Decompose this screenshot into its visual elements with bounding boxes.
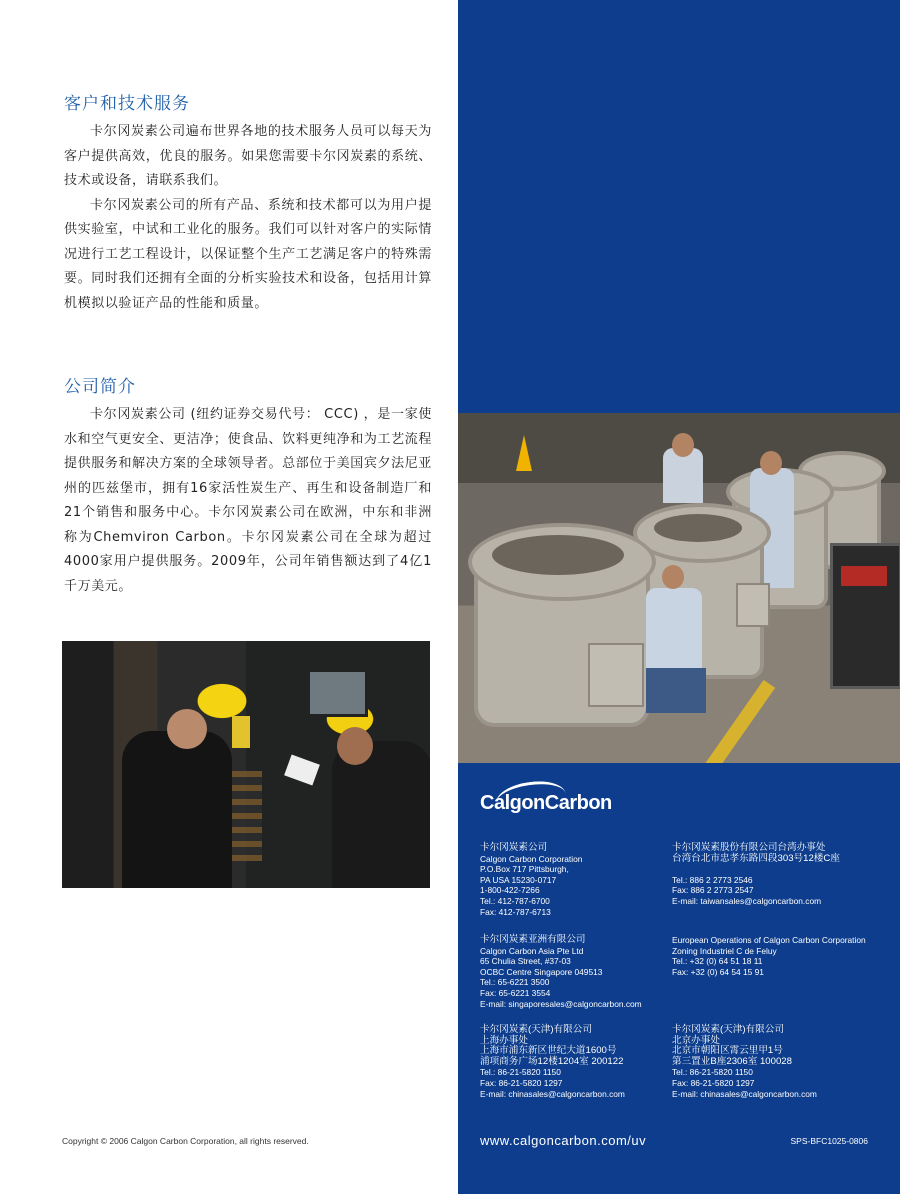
notepad (284, 755, 320, 786)
contact-line: 1-800-422-7266 (480, 885, 540, 896)
contact-line (672, 864, 840, 875)
contact-line: Tel.: 86-21-5820 1150 (480, 1067, 561, 1078)
logo-wordmark: CalgonCarbon (480, 792, 612, 814)
contact-line: Fax: 86-21-5820 1297 (672, 1077, 755, 1088)
contact-line: 卡尔冈炭素股份有限公司台湾办事处 (672, 842, 826, 853)
face (662, 565, 684, 589)
contact-line: 卡尔冈炭素(天津)有限公司 (480, 1024, 592, 1035)
contact-shanghai (480, 1025, 625, 1099)
face (672, 433, 694, 457)
contact-line: Tel.: +32 (0) 64 51 18 11 (672, 956, 763, 967)
contact-europe (672, 935, 866, 977)
control-box (588, 643, 644, 707)
contact-line: 北京办事处 (672, 1034, 720, 1046)
contact-hq (480, 843, 582, 917)
contact-line: European Operations of Calgon Carbon Corporation (672, 935, 866, 945)
contact-line: Fax: 65-6221 3554 (480, 987, 551, 998)
contact-line: 上海办事处 (480, 1034, 528, 1046)
customer-service-text (64, 120, 432, 316)
contact-line: Fax: 86-21-5820 1297 (480, 1077, 563, 1088)
contact-line: Calgon Carbon Corporation (480, 853, 583, 864)
reactor-opening (654, 514, 742, 542)
control-panel-screen (307, 669, 368, 717)
contact-line: 上海市浦东新区世纪大道1600号 (480, 1045, 617, 1057)
contact-line: 台湾台北市忠孝东路四段303号12楼C座 (672, 852, 840, 864)
document-code: SPS-BFC1025-0806 (790, 1136, 868, 1146)
equipment-cart (830, 543, 900, 689)
contact-line: 卡尔冈炭素(天津)有限公司 (672, 1024, 784, 1035)
technician-left (122, 731, 232, 888)
safety-cone (516, 435, 532, 471)
uv-reactors-photo (458, 413, 900, 763)
reactor-opening (492, 535, 624, 575)
contact-line: Zoning Industriel C de Feluy (672, 945, 777, 956)
contact-asia (480, 935, 642, 1009)
company-profile-heading: 公司简介 (64, 377, 136, 397)
contact-line: P.O.Box 717 Pittsburgh, (480, 864, 569, 875)
contact-line: Fax: 412-787-6713 (480, 906, 551, 917)
worker-legs (646, 668, 706, 713)
contact-line: E-mail: chinasales@calgoncarbon.com (672, 1088, 817, 1099)
contact-line: 卡尔冈炭素公司 (480, 842, 548, 853)
contact-beijing (672, 1025, 817, 1099)
contact-line: E-mail: chinasales@calgoncarbon.com (480, 1088, 625, 1099)
paragraph: 卡尔冈炭素公司的所有产品、系统和技术都可以为用户提供实验室，中试和工业化的服务。我们可以针对客户的实际情况进行工艺工程设计，以保证整个生产工艺满足客户的特殊需要。同时我们还拥有全面的分析实验技术和设备，包括用计算机模拟以验证产品的性能和质量。 (64, 197, 432, 311)
contact-line: Tel.: 65-6221 3500 (480, 977, 550, 988)
contact-line: E-mail: singaporesales@calgoncarbon.com (480, 998, 642, 1009)
contact-line: Tel.: 86-21-5820 1150 (672, 1067, 753, 1078)
contact-line: E-mail: taiwansales@calgoncarbon.com (672, 895, 822, 906)
contact-taiwan (672, 843, 840, 907)
contact-line: 卡尔冈炭素亚洲有限公司 (480, 934, 586, 945)
customer-service-heading: 客户和技术服务 (64, 94, 190, 114)
paragraph: 卡尔冈炭素公司遍布世界各地的技术服务人员可以每天为客户提供高效，优良的服务。如果您需要卡尔冈炭素的系统、技术或设备，请联系我们。 (64, 124, 432, 188)
technicians-photo (62, 641, 430, 888)
contact-line: 第三置业B座2306室 100028 (672, 1055, 792, 1067)
contact-line: Fax: 886 2 2773 2547 (672, 885, 754, 896)
right-panel (458, 0, 900, 1194)
copyright-text: Copyright © 2006 Calgon Carbon Corporation, all rights reserved. (62, 1136, 309, 1146)
contact-line: Calgon Carbon Asia Pte Ltd (480, 945, 584, 956)
control-box (736, 583, 770, 627)
face (760, 451, 782, 475)
multimeter (232, 716, 250, 748)
contact-line: 北京市朝阳区霄云里甲1号 (672, 1045, 783, 1057)
contact-line: Fax: +32 (0) 64 54 15 91 (672, 966, 764, 977)
floor-stripe (695, 680, 775, 763)
paragraph: 卡尔冈炭素公司 (纽约证券交易代号： CCC) ，是一家使水和空气更安全、更洁净；使食品、饮料更纯净和为工艺流程提供服务和解决方案的全球领导者。总部位于美国宾夕法尼亚州的匹兹堡市，拥有16家活性炭生产、再生和设备制造厂和21个销售和服务中心。卡尔冈炭素公司在欧洲，中东和非洲称为Chemviron Carbon。卡尔冈炭素公司在全球为超过4000家用户提供服务。2009年，公司年销售额达到了4亿1千万美元。 (64, 407, 432, 594)
contact-line: OCBC Centre Singapore 049513 (480, 966, 603, 977)
website-link[interactable]: www.calgoncarbon.com/uv (480, 1133, 647, 1148)
contact-line: Tel.: 412-787-6700 (480, 895, 550, 906)
company-profile-text (64, 403, 432, 599)
contact-line: PA USA 15230-0717 (480, 874, 557, 885)
face (167, 709, 207, 749)
contact-line: Tel.: 886 2 2773 2546 (672, 874, 753, 885)
face (337, 727, 373, 765)
contact-line: 浦项商务广场12楼1204室 200122 (480, 1055, 624, 1067)
contact-line: 65 Chulia Street, #37-03 (480, 956, 571, 967)
